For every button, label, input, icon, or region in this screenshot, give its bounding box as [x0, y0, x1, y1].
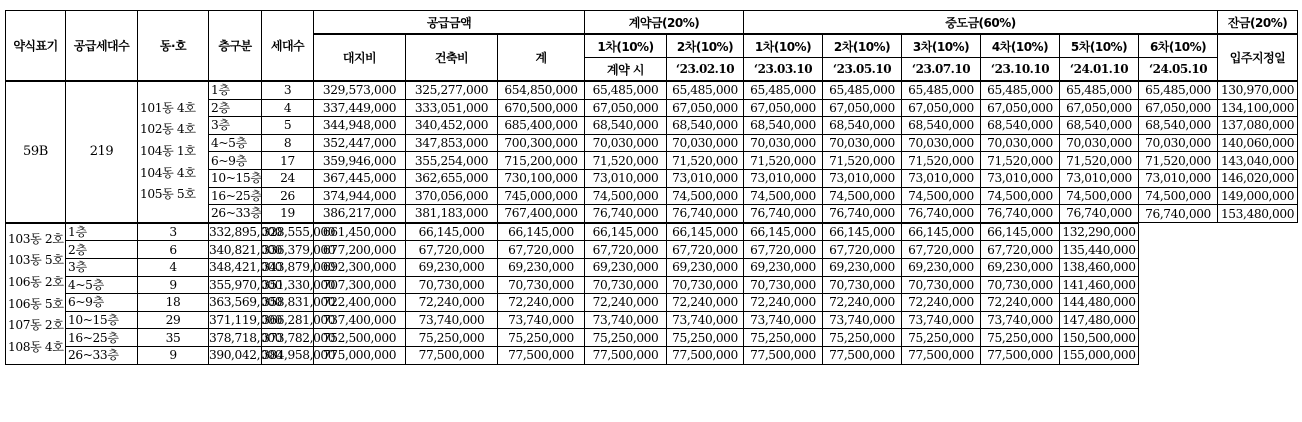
- amount-cell-m2: 77,500,000: [667, 346, 744, 364]
- amount-cell-m1: 66,145,000: [585, 223, 667, 241]
- amount-cell-total: 752,500,000: [314, 329, 406, 347]
- floor-cell: 16~25층: [66, 329, 138, 347]
- amount-cell-m2: 73,740,000: [667, 311, 744, 329]
- floor-cell: 10~15층: [209, 169, 262, 187]
- amount-cell-bal: 144,480,000: [1060, 294, 1139, 312]
- header-mid-4-date: ‘23.10.10: [981, 58, 1060, 82]
- amount-cell-bal: 137,080,000: [1218, 117, 1298, 135]
- units-cell: 9: [138, 346, 209, 364]
- amount-cell-m6: 77,500,000: [981, 346, 1060, 364]
- amount-cell-m3: 75,250,000: [744, 329, 823, 347]
- floor-cell: 26~33층: [209, 205, 262, 223]
- amount-cell-m6: 65,485,000: [1139, 81, 1218, 99]
- units-cell: 3: [262, 81, 314, 99]
- amount-cell-m5: 65,485,000: [1060, 81, 1139, 99]
- amount-cell-c2: 72,240,000: [498, 294, 585, 312]
- amount-cell-c2: 69,230,000: [498, 258, 585, 276]
- amount-cell-m1: 75,250,000: [585, 329, 667, 347]
- amount-cell-m4: 67,720,000: [823, 241, 902, 259]
- header-supply-price: 공급금액: [314, 11, 585, 35]
- amount-cell-c2: 67,050,000: [667, 99, 744, 117]
- amount-cell-land: 348,421,000: [209, 260, 283, 275]
- header-mid-2-date: ‘23.05.10: [823, 58, 902, 82]
- units-cell: 6: [138, 241, 209, 259]
- amount-cell-c1: 71,520,000: [585, 152, 667, 170]
- dong-ho-item: 107동 2호: [8, 318, 64, 333]
- amount-cell-bal: 153,480,000: [1218, 205, 1298, 223]
- amount-cell-land: 344,948,000: [314, 117, 406, 135]
- amount-cell-bal: 135,440,000: [1060, 241, 1139, 259]
- amount-cell-m1: 76,740,000: [744, 205, 823, 223]
- amount-cell-m5: 74,500,000: [1060, 187, 1139, 205]
- amount-cell-m4: 67,050,000: [981, 99, 1060, 117]
- amount-cell-m2: 75,250,000: [667, 329, 744, 347]
- amount-cell-m5: 66,145,000: [902, 223, 981, 241]
- amount-cell-total: 692,300,000: [314, 258, 406, 276]
- amount-cell-m1: 70,730,000: [585, 276, 667, 294]
- table-row: [6, 311, 1298, 329]
- amount-cell-bal: 141,460,000: [1060, 276, 1139, 294]
- table-row: [6, 258, 1298, 276]
- amount-cell-m4: 72,240,000: [823, 294, 902, 312]
- amount-cell-m4: 77,500,000: [823, 346, 902, 364]
- amount-cell-m3: 66,145,000: [744, 223, 823, 241]
- header-mid-5-date: ‘24.01.10: [1060, 58, 1139, 82]
- header-building: 건축비: [406, 34, 498, 81]
- amount-cell-building: 336,379,000: [262, 242, 336, 257]
- header-mid-1: 1차(10%): [744, 34, 823, 58]
- amount-cell-land: 329,573,000: [314, 81, 406, 99]
- amount-cell-building: 366,281,000: [262, 313, 336, 328]
- amount-cell-m5: 69,230,000: [902, 258, 981, 276]
- amount-cell-m6: 73,010,000: [1139, 169, 1218, 187]
- amount-cell-m3: 69,230,000: [744, 258, 823, 276]
- dong-ho-item: 103동 2호: [8, 231, 64, 246]
- type-cell: 59B: [6, 81, 66, 223]
- floor-cell: 16~25층: [209, 187, 262, 205]
- header-balance: 잔금(20%): [1218, 11, 1298, 35]
- units-cell: 4: [262, 99, 314, 117]
- price-table: [5, 10, 1298, 365]
- header-mid-4: 4차(10%): [981, 34, 1060, 58]
- header-contract-1-date: 계약 시: [585, 58, 667, 82]
- amount-cell-m2: 68,540,000: [823, 117, 902, 135]
- dong-ho-item: 106동 5호: [8, 296, 64, 311]
- units-cell: 9: [138, 276, 209, 294]
- units-cell: 17: [262, 152, 314, 170]
- amount-cell-m2: 69,230,000: [667, 258, 744, 276]
- amount-cell-m6: 70,030,000: [1139, 134, 1218, 152]
- amount-cell-bal: 155,000,000: [1060, 346, 1139, 364]
- amount-cell-land: 371,119,000: [209, 313, 283, 328]
- amount-cell-c1: 65,485,000: [585, 81, 667, 99]
- amount-cell-m6: 69,230,000: [981, 258, 1060, 276]
- amount-cell-m6: 73,740,000: [981, 311, 1060, 329]
- amount-cell-m4: 73,010,000: [981, 169, 1060, 187]
- amount-cell-m1: 67,720,000: [585, 241, 667, 259]
- amount-cell-m4: 73,740,000: [823, 311, 902, 329]
- amount-cell-m1: 68,540,000: [744, 117, 823, 135]
- amount-cell-c1: 67,050,000: [585, 99, 667, 117]
- amount-cell-m5: 67,720,000: [902, 241, 981, 259]
- amount-cell-total: 715,200,000: [498, 152, 585, 170]
- amount-cell-m4: 69,230,000: [823, 258, 902, 276]
- dong-ho-cell: [6, 223, 66, 364]
- floor-cell: 3층: [66, 258, 138, 276]
- amount-cell-m2: 65,485,000: [823, 81, 902, 99]
- amount-cell-m1: 70,030,000: [744, 134, 823, 152]
- amount-cell-m3: 76,740,000: [902, 205, 981, 223]
- amount-cell-building: 325,277,000: [406, 81, 498, 99]
- amount-cell-land: 367,445,000: [314, 169, 406, 187]
- amount-cell-m3: 68,540,000: [902, 117, 981, 135]
- amount-cell-building: 351,330,000: [262, 277, 336, 292]
- header-sum: 계: [498, 34, 585, 81]
- units-cell: 5: [262, 117, 314, 135]
- dong-ho-item: 103동 5호: [8, 253, 64, 268]
- amount-cell-total: 654,850,000: [498, 81, 585, 99]
- amount-cell-land: 337,449,000: [314, 99, 406, 117]
- amount-cell-m4: 70,730,000: [823, 276, 902, 294]
- amount-cell-m2: 71,520,000: [823, 152, 902, 170]
- amount-cell-bal: 146,020,000: [1218, 169, 1298, 187]
- amount-cell-bal: 130,970,000: [1218, 81, 1298, 99]
- units-cell: 26: [262, 187, 314, 205]
- units-cell: 18: [138, 294, 209, 312]
- amount-cell-m5: 73,010,000: [1060, 169, 1139, 187]
- amount-cell-m2: 70,730,000: [667, 276, 744, 294]
- amount-cell-bal: 143,040,000: [1218, 152, 1298, 170]
- floor-cell: 6~9층: [209, 152, 262, 170]
- amount-cell-total: 745,000,000: [498, 187, 585, 205]
- amount-cell-building: 328,555,000: [262, 223, 314, 241]
- amount-cell-c2: 77,500,000: [498, 346, 585, 364]
- header-households-total: 공급세대수: [66, 11, 138, 82]
- table-row: [6, 294, 1298, 312]
- amount-cell-land: 355,970,000: [209, 277, 283, 292]
- amount-cell-m1: 77,500,000: [585, 346, 667, 364]
- amount-cell-total: 661,450,000: [314, 223, 406, 241]
- amount-cell-m5: 71,520,000: [1060, 152, 1139, 170]
- amount-cell-m2: 73,010,000: [823, 169, 902, 187]
- header-balance-date: 입주지정일: [1218, 34, 1298, 81]
- amount-cell-m3: 77,500,000: [744, 346, 823, 364]
- amount-cell-c2: 75,250,000: [498, 329, 585, 347]
- amount-cell-building: 343,879,000: [262, 260, 336, 275]
- amount-cell-m4: 65,485,000: [981, 81, 1060, 99]
- units-cell: 29: [138, 311, 209, 329]
- amount-cell-m6: 66,145,000: [981, 223, 1060, 241]
- amount-cell-m2: 67,720,000: [667, 241, 744, 259]
- amount-cell-building: 358,831,000: [262, 295, 336, 310]
- amount-cell-c2: 70,730,000: [498, 276, 585, 294]
- amount-cell-c1: 66,145,000: [406, 223, 498, 241]
- amount-cell-m3: 72,240,000: [744, 294, 823, 312]
- dong-ho-item: 102동 4호: [140, 122, 196, 137]
- units-cell: 19: [262, 205, 314, 223]
- amount-cell-c2: 71,520,000: [667, 152, 744, 170]
- amount-cell-m4: 76,740,000: [981, 205, 1060, 223]
- table-row: [6, 329, 1298, 347]
- amount-cell-total: 685,400,000: [498, 117, 585, 135]
- table-row: [6, 346, 1298, 364]
- header-contract-2-date: ‘23.02.10: [667, 58, 744, 82]
- header-mid-5: 5차(10%): [1060, 34, 1139, 58]
- amount-cell-m3: 71,520,000: [902, 152, 981, 170]
- amount-cell-m6: 75,250,000: [981, 329, 1060, 347]
- amount-cell-land: 363,569,000: [209, 295, 283, 310]
- amount-cell-m6: 71,520,000: [1139, 152, 1218, 170]
- header-contract-1: 1차(10%): [585, 34, 667, 58]
- households-total-cell: 219: [66, 81, 138, 223]
- amount-cell-m6: 68,540,000: [1139, 117, 1218, 135]
- dong-ho-item: 106동 2호: [8, 275, 64, 290]
- table-row: [6, 223, 1298, 241]
- amount-cell-m5: 75,250,000: [902, 329, 981, 347]
- amount-cell-m2: 67,050,000: [823, 99, 902, 117]
- dong-ho-item: 101동 4호: [140, 100, 196, 115]
- dong-ho-item: 104동 1호: [140, 144, 196, 159]
- amount-cell-building: 381,183,000: [406, 205, 498, 223]
- header-type: 약식표기: [6, 11, 66, 82]
- amount-cell-c1: 67,720,000: [406, 241, 498, 259]
- amount-cell-m2: 74,500,000: [823, 187, 902, 205]
- units-cell: 3: [138, 223, 209, 241]
- floor-cell: 6~9층: [66, 294, 138, 312]
- amount-cell-m5: 68,540,000: [1060, 117, 1139, 135]
- units-cell: 8: [262, 134, 314, 152]
- amount-cell-c2: 73,740,000: [498, 311, 585, 329]
- amount-cell-m4: 68,540,000: [981, 117, 1060, 135]
- amount-cell-m1: 71,520,000: [744, 152, 823, 170]
- amount-cell-m1: 69,230,000: [585, 258, 667, 276]
- amount-cell-bal: 149,000,000: [1218, 187, 1298, 205]
- amount-cell-bal: 138,460,000: [1060, 258, 1139, 276]
- amount-cell-m3: 74,500,000: [902, 187, 981, 205]
- header-dong-ho: 동·호: [138, 11, 209, 82]
- amount-cell-m4: 75,250,000: [823, 329, 902, 347]
- header-mid-3-date: ‘23.07.10: [902, 58, 981, 82]
- amount-cell-m3: 65,485,000: [902, 81, 981, 99]
- amount-cell-c1: 75,250,000: [406, 329, 498, 347]
- amount-cell-c1: 69,230,000: [406, 258, 498, 276]
- table-body-group-1: [6, 81, 1298, 223]
- floor-cell: 10~15층: [66, 311, 138, 329]
- amount-cell-total: 700,300,000: [498, 134, 585, 152]
- units-cell: 35: [138, 329, 209, 347]
- header-land: 대지비: [314, 34, 406, 81]
- amount-cell-total: 707,300,000: [314, 276, 406, 294]
- amount-cell-land: 352,447,000: [314, 134, 406, 152]
- header-middle: 중도금(60%): [744, 11, 1218, 35]
- table-row: [6, 241, 1298, 259]
- amount-cell-c2: 76,740,000: [667, 205, 744, 223]
- amount-cell-total: 767,400,000: [498, 205, 585, 223]
- amount-cell-c1: 73,010,000: [585, 169, 667, 187]
- amount-cell-building: 340,452,000: [406, 117, 498, 135]
- amount-cell-bal: 134,100,000: [1218, 99, 1298, 117]
- amount-cell-c1: 73,740,000: [406, 311, 498, 329]
- amount-cell-bal: 150,500,000: [1060, 329, 1139, 347]
- amount-cell-c2: 68,540,000: [667, 117, 744, 135]
- dong-ho-item: 104동 4호: [140, 165, 196, 180]
- header-mid-6: 6차(10%): [1139, 34, 1218, 58]
- amount-cell-building: 384,958,000: [262, 348, 336, 363]
- amount-cell-land: 378,718,000: [209, 330, 283, 345]
- header-mid-3: 3차(10%): [902, 34, 981, 58]
- amount-cell-m2: 70,030,000: [823, 134, 902, 152]
- header-contract: 계약금(20%): [585, 11, 744, 35]
- amount-cell-m2: 76,740,000: [823, 205, 902, 223]
- amount-cell-c2: 70,030,000: [667, 134, 744, 152]
- units-cell: 4: [138, 258, 209, 276]
- amount-cell-m4: 66,145,000: [823, 223, 902, 241]
- amount-cell-building: 373,782,000: [262, 330, 336, 345]
- amount-cell-c1: 74,500,000: [585, 187, 667, 205]
- dong-ho-item: 105동 5호: [140, 187, 196, 202]
- amount-cell-total: 677,200,000: [314, 241, 406, 259]
- amount-cell-land: 390,042,000: [209, 348, 283, 363]
- dong-ho-item: 108동 4호: [8, 339, 64, 354]
- amount-cell-c1: 68,540,000: [585, 117, 667, 135]
- amount-cell-total: 730,100,000: [498, 169, 585, 187]
- amount-cell-total: 722,400,000: [314, 294, 406, 312]
- dong-ho-cell: [138, 81, 209, 223]
- amount-cell-m6: 67,050,000: [1139, 99, 1218, 117]
- amount-cell-m6: 72,240,000: [981, 294, 1060, 312]
- amount-cell-land: 340,821,000: [209, 242, 283, 257]
- amount-cell-land: 332,895,000: [209, 223, 262, 241]
- amount-cell-m5: 73,740,000: [902, 311, 981, 329]
- amount-cell-c1: 70,030,000: [585, 134, 667, 152]
- amount-cell-m5: 67,050,000: [1060, 99, 1139, 117]
- amount-cell-c1: 77,500,000: [406, 346, 498, 364]
- amount-cell-m1: 72,240,000: [585, 294, 667, 312]
- header-mid-6-date: ‘24.05.10: [1139, 58, 1218, 82]
- floor-cell: 4~5층: [209, 134, 262, 152]
- units-cell: 24: [262, 169, 314, 187]
- amount-cell-land: 359,946,000: [314, 152, 406, 170]
- amount-cell-m3: 73,010,000: [902, 169, 981, 187]
- amount-cell-m5: 72,240,000: [902, 294, 981, 312]
- table-body-group-2: [6, 223, 1298, 364]
- amount-cell-total: 775,000,000: [314, 346, 406, 364]
- header-mid-2: 2차(10%): [823, 34, 902, 58]
- amount-cell-m1: 73,010,000: [744, 169, 823, 187]
- amount-cell-m5: 77,500,000: [902, 346, 981, 364]
- amount-cell-m5: 76,740,000: [1060, 205, 1139, 223]
- header-households: 세대수: [262, 11, 314, 82]
- amount-cell-m4: 71,520,000: [981, 152, 1060, 170]
- amount-cell-m2: 66,145,000: [667, 223, 744, 241]
- amount-cell-m1: 65,485,000: [744, 81, 823, 99]
- amount-cell-bal: 147,480,000: [1060, 311, 1139, 329]
- floor-cell: 3층: [209, 117, 262, 135]
- table-row: [6, 276, 1298, 294]
- amount-cell-m3: 67,720,000: [744, 241, 823, 259]
- header-floor-group: 층구분: [209, 11, 262, 82]
- amount-cell-total: 670,500,000: [498, 99, 585, 117]
- amount-cell-c2: 74,500,000: [667, 187, 744, 205]
- floor-cell: 4~5층: [66, 276, 138, 294]
- amount-cell-m6: 76,740,000: [1139, 205, 1218, 223]
- amount-cell-bal: 140,060,000: [1218, 134, 1298, 152]
- amount-cell-c1: 70,730,000: [406, 276, 498, 294]
- amount-cell-m3: 70,030,000: [902, 134, 981, 152]
- amount-cell-m3: 70,730,000: [744, 276, 823, 294]
- amount-cell-c2: 73,010,000: [667, 169, 744, 187]
- amount-cell-m3: 73,740,000: [744, 311, 823, 329]
- amount-cell-bal: 132,290,000: [1060, 223, 1139, 241]
- floor-cell: 26~33층: [66, 346, 138, 364]
- header-contract-2: 2차(10%): [667, 34, 744, 58]
- amount-cell-m2: 72,240,000: [667, 294, 744, 312]
- amount-cell-building: 370,056,000: [406, 187, 498, 205]
- amount-cell-c2: 65,485,000: [667, 81, 744, 99]
- amount-cell-m6: 74,500,000: [1139, 187, 1218, 205]
- header-mid-1-date: ‘23.03.10: [744, 58, 823, 82]
- price-table-container: [5, 10, 1298, 365]
- amount-cell-m6: 67,720,000: [981, 241, 1060, 259]
- amount-cell-c1: 76,740,000: [585, 205, 667, 223]
- floor-cell: 1층: [209, 81, 262, 99]
- floor-cell: 1층: [66, 223, 138, 241]
- amount-cell-land: 374,944,000: [314, 187, 406, 205]
- amount-cell-m1: 67,050,000: [744, 99, 823, 117]
- amount-cell-m1: 74,500,000: [744, 187, 823, 205]
- amount-cell-building: 347,853,000: [406, 134, 498, 152]
- amount-cell-m4: 70,030,000: [981, 134, 1060, 152]
- amount-cell-land: 386,217,000: [314, 205, 406, 223]
- amount-cell-c1: 72,240,000: [406, 294, 498, 312]
- amount-cell-building: 333,051,000: [406, 99, 498, 117]
- amount-cell-total: 737,400,000: [314, 311, 406, 329]
- amount-cell-c2: 66,145,000: [498, 223, 585, 241]
- floor-cell: 2층: [209, 99, 262, 117]
- amount-cell-m5: 70,030,000: [1060, 134, 1139, 152]
- floor-cell: 2층: [66, 241, 138, 259]
- table-header: [6, 11, 1298, 82]
- amount-cell-m6: 70,730,000: [981, 276, 1060, 294]
- amount-cell-m3: 67,050,000: [902, 99, 981, 117]
- amount-cell-m5: 70,730,000: [902, 276, 981, 294]
- amount-cell-c2: 67,720,000: [498, 241, 585, 259]
- table-row: [6, 81, 1298, 99]
- amount-cell-building: 355,254,000: [406, 152, 498, 170]
- amount-cell-building: 362,655,000: [406, 169, 498, 187]
- amount-cell-m4: 74,500,000: [981, 187, 1060, 205]
- amount-cell-m1: 73,740,000: [585, 311, 667, 329]
